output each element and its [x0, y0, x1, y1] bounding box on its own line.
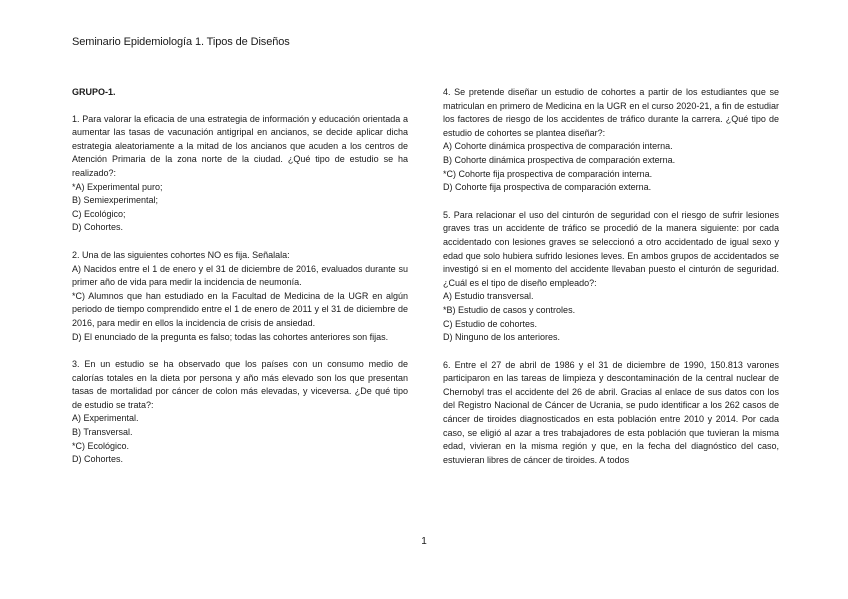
answer-option: A) Estudio transversal.: [443, 291, 534, 302]
answer-option: C) Ecológico;: [72, 208, 126, 219]
question-stem: 2. Una de las siguientes cohortes NO es fija. Señalala:: [72, 249, 290, 260]
answer-option: C) Estudio de cohortes.: [443, 318, 538, 329]
question-stem: 3. En un estudio se ha observado que los países con un consumo medio de calorías totales en la dieta por persona y año más elevado son los que presentan tasas de mortalidad por cáncer de colon más elevadas, y viceversa. ¿De qué tipo de estudio se trata?:: [72, 359, 408, 410]
answer-option: B) Cohorte dinámica prospectiva de comparación externa.: [443, 154, 676, 165]
answer-option: D) Cohortes.: [72, 222, 124, 233]
answer-option: *C) Alumnos que han estudiado en la Facultad de Medicina de la UGR en algún periodo de tiempo comprendido entre el 1 de enero de 2011 y el 31 de diciembre de 2016, para medir en ellos la incidencia de crisis de ansiedad.: [72, 290, 408, 328]
question-stem: 4. Se pretende diseñar un estudio de cohortes a partir de los estudiantes que se matriculan en primero de Medicina en la UGR en el curso 2020-21, a fin de estudiar los factores de riesgo de los accidentes de tráfico durante la carrera. ¿Qué tipo de estudio de cohortes se plantea diseñar?:: [443, 87, 779, 138]
answer-option: A) Cohorte dinámica prospectiva de comparación interna.: [443, 141, 673, 152]
question-stem: 1. Para valorar la eficacia de una estrategia de información y educación orientada a aumentar las tasas de vacunación antigripal en ancianos, se decide aplicar dicha estrategia aleatoriamente a la mitad de los ancianos que acuden a los centros de Atención Primaria de la zona norte de la ciudad. ¿Qué tipo de estudio se ha realizado?:: [72, 113, 408, 178]
answer-option: *A) Experimental puro;: [72, 181, 163, 192]
question-2: [72, 249, 408, 344]
answer-option: D) Cohorte fija prospectiva de comparación externa.: [443, 182, 652, 193]
question-stem: 6. Entre el 27 de abril de 1986 y el 31 de diciembre de 1990, 150.813 varones participaron en las tareas de limpieza y descontaminación de la central nuclear de Chernobyl tras el accidente del 26 de abril. Gracias al enlace de sus datos con los del Registro Nacional de Cáncer de Ucrania, se pudo identificar a los 262 casos de cáncer de tiroides diagnosticados en esta población entre 2010 y 2014. Por cada caso, se eligió al azar a tres trabajadores de esta población que tuvieran la misma edad, vivieran en la misma región y que, en la fecha del diagnóstico del caso, estuvieran libres de cáncer de tiroides. A todos: [443, 359, 779, 465]
answer-option: *C) Cohorte fija prospectiva de comparación interna.: [443, 168, 653, 179]
question-4: [443, 86, 779, 195]
right-column: [443, 86, 779, 481]
answer-option: D) Ninguno de los anteriores.: [443, 332, 561, 343]
answer-option: D) El enunciado de la pregunta es falso; todas las cohortes anteriores son fijas.: [72, 331, 389, 342]
answer-option: B) Transversal.: [72, 427, 133, 438]
group-heading: GRUPO-1.: [72, 87, 116, 97]
question-3: [72, 358, 408, 467]
answer-option: D) Cohortes.: [72, 454, 124, 465]
answer-option: *C) Ecológico.: [72, 440, 130, 451]
answer-option: A) Nacidos entre el 1 de enero y el 31 de diciembre de 2016, evaluados durante su primer año de vida para medir la incidencia de neumonía.: [72, 263, 408, 288]
question-1: [72, 113, 408, 235]
question-5: [443, 209, 779, 345]
left-column: [72, 86, 408, 481]
document-title: Seminario Epidemiología 1. Tipos de Diseños: [72, 36, 290, 48]
answer-option: B) Semiexperimental;: [72, 195, 159, 206]
question-6: [443, 359, 779, 468]
answer-option: A) Experimental.: [72, 413, 139, 424]
question-stem: 5. Para relacionar el uso del cinturón de seguridad con el riesgo de sufrir lesiones graves tras un accidente de tráfico se procedió de la manera siguiente: por cada accidentado con lesiones graves se seleccionó a otro accidentado de igual sexo y edad que solo hubiera sufrido lesiones leves. En ambos grupos de accidentados se investigó si en el momento del accidente llevaban puesto el cinturón de seguridad. ¿Cuál es el tipo de diseño empleado?:: [443, 209, 779, 288]
answer-option: *B) Estudio de casos y controles.: [443, 304, 576, 315]
page-number: 1: [421, 536, 427, 547]
